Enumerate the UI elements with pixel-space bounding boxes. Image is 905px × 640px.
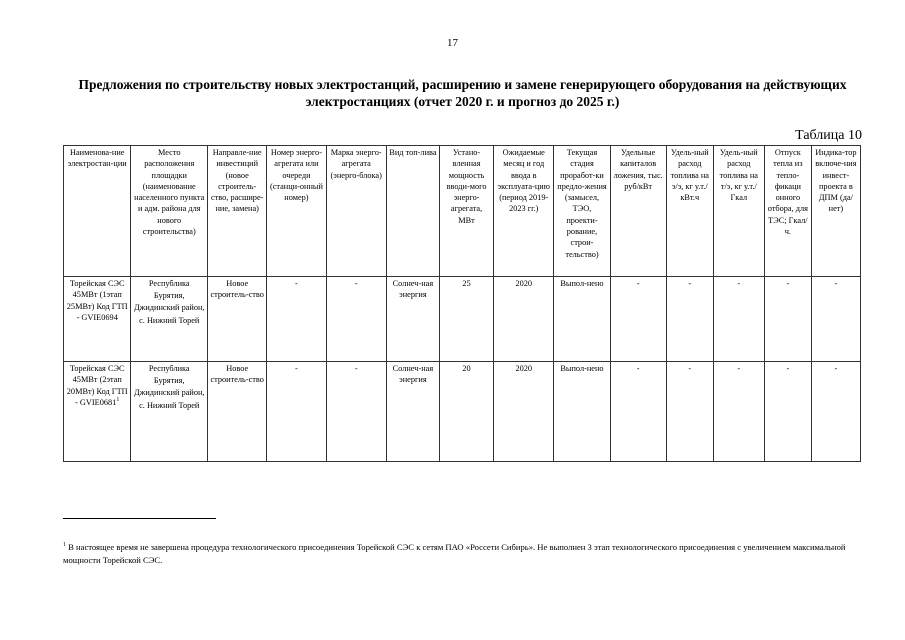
table-row: [64, 277, 861, 362]
cell-dpm-indicator: -: [811, 362, 860, 462]
column-header-fuel-rate-electricity: Удель-ный расход топлива на э/э, кг у.т./кВт.ч: [666, 146, 713, 277]
column-header-fuel-type: Вид топ-лива: [386, 146, 439, 277]
cell-investment-direction: Новое строитель-ство: [208, 362, 267, 462]
column-header-plant-name: Наименова-ние электростан-ции: [64, 146, 131, 277]
cell-plant-name: [64, 362, 131, 462]
column-header-unit-number: Номер энерго-агрегата или очереди (станци-онный номер): [267, 146, 326, 277]
cell-fuel-rate-electricity: -: [666, 277, 713, 362]
cell-stage: Выпол-нено: [554, 277, 610, 362]
column-header-capacity: Устано-вленная мощность вводи-мого энерго-агрегата, МВт: [439, 146, 493, 277]
cell-commissioning: 2020: [494, 277, 554, 362]
cell-fuel-type: Солнеч-ная энергия: [386, 277, 439, 362]
cell-stage: Выпол-нено: [554, 362, 610, 462]
page-number: 17: [447, 37, 458, 49]
power-plants-table: [63, 145, 861, 462]
column-header-unit-brand: Марка энерго-агрегата (энерго-блока): [326, 146, 386, 277]
column-header-fuel-rate-heat: Удель-ный расход топлива на т/э, кг у.т./Гкал: [713, 146, 764, 277]
cell-capacity: 20: [439, 362, 493, 462]
footnote: [63, 539, 863, 567]
cell-unit-brand: -: [326, 277, 386, 362]
footnote-mark: 1: [63, 542, 66, 548]
cell-capex: -: [610, 277, 666, 362]
column-header-investment-direction: Направле-ние инвестиций (новое строитель-ство, расшире-ние, замена): [208, 146, 267, 277]
cell-fuel-type: Солнеч-ная энергия: [386, 362, 439, 462]
cell-capex: -: [610, 362, 666, 462]
cell-investment-direction: Новое строитель-ство: [208, 277, 267, 362]
cell-capacity: 25: [439, 277, 493, 362]
table-label: Таблица 10: [795, 128, 862, 143]
cell-fuel-rate-electricity: -: [666, 362, 713, 462]
cell-plant-name: Торейская СЭС 45МВт (1этап 25МВт) Код ГТП - GVIE0694: [64, 277, 131, 362]
cell-unit-number: -: [267, 277, 326, 362]
table-header-row: [64, 146, 861, 277]
cell-location: Республика Бурятия, Джидинский район, с. Нижний Торей: [131, 362, 208, 462]
column-header-location: Место расположения площадки (наименование населенного пункта и адм. района для нового строительства): [131, 146, 208, 277]
cell-heat-output: -: [764, 277, 811, 362]
cell-heat-output: -: [764, 362, 811, 462]
cell-fuel-rate-heat: -: [713, 277, 764, 362]
column-header-capex: Удельные капиталов ложения, тыс. руб/кВт: [610, 146, 666, 277]
column-header-heat-output: Отпуск тепла из тепло-фикаци онного отбора, для ТЭС; Гкал/ч.: [764, 146, 811, 277]
column-header-commissioning: Ожидаемые месяц и год ввода в эксплуата-цию (период 2019-2023 гг.): [494, 146, 554, 277]
footnote-text: В настоящее время не завершена процедура технологического присоединения Торейской СЭС к сетям ПАО «Россети Сибирь». Не выполнен 3 этап технологического присоединения с увеличением максимальной мощности Торейской СЭС.: [63, 541, 846, 565]
cell-location: Республика Бурятия, Джидинский район, с. Нижний Торей: [131, 277, 208, 362]
column-header-dpm-indicator: Индика-тор включе-ния инвест-проекта в ДПМ (да/нет): [811, 146, 860, 277]
document-title: Предложения по строительству новых электростанций, расширению и замене генерирующего оборудования на действующих электростанциях (отчет 2020 г. и прогноз до 2025 г.): [78, 77, 847, 109]
cell-unit-number: -: [267, 362, 326, 462]
column-header-stage: Текущая стадия проработ-ки предло-жения (замысел, ТЭО, проекти-рование, строи-тельство): [554, 146, 610, 277]
plant-name-text: Торейская СЭС 45МВт (2этап 20МВт) Код ГТП - GVIE0681: [66, 364, 128, 407]
cell-dpm-indicator: -: [811, 277, 860, 362]
cell-commissioning: 2020: [494, 362, 554, 462]
table-row: [64, 362, 861, 462]
cell-unit-brand: -: [326, 362, 386, 462]
cell-fuel-rate-heat: -: [713, 362, 764, 462]
footnote-reference[interactable]: 1: [116, 397, 120, 404]
footnote-separator: [63, 518, 216, 519]
